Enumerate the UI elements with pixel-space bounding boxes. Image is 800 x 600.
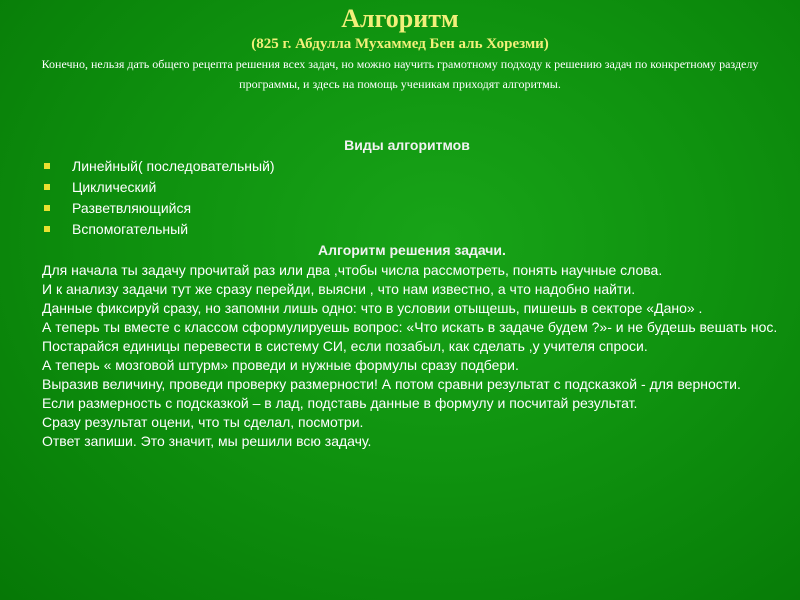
step-paragraph: Данные фиксируй сразу, но запомни лишь одно: что в условии отыщешь, пишешь в секторе «Дано» . bbox=[42, 300, 703, 316]
step-paragraph: Если размерность с подсказкой – в лад, подставь данные в формулу и посчитай результат. bbox=[42, 395, 638, 411]
list-item bbox=[42, 156, 782, 177]
square-bullet-icon bbox=[44, 205, 50, 211]
step-paragraph: А теперь ты вместе с классом сформулируешь вопрос: «Что искать в задаче будем ?»- и не будешь вешать нос. bbox=[42, 319, 778, 335]
step-paragraph: Для начала ты задачу прочитай раз или два ,чтобы числа рассмотреть, понять научные слова. bbox=[42, 262, 663, 278]
slide-subtitle: (825 г. Абдулла Мухаммед Бен аль Хорезми) bbox=[251, 36, 549, 52]
square-bullet-icon bbox=[44, 184, 50, 190]
slide-title: Алгоритм bbox=[341, 4, 459, 33]
step-paragraph: Выразив величину, проведи проверку размерности! А потом сравни результат с подсказкой - для верности. bbox=[42, 376, 741, 392]
step-paragraph: А теперь « мозговой штурм» проведи и нужные формулы сразу подбери. bbox=[42, 357, 519, 373]
list-item bbox=[42, 219, 782, 240]
types-header: Виды алгоритмов bbox=[344, 137, 470, 153]
square-bullet-icon bbox=[44, 226, 50, 232]
title-block bbox=[30, 0, 770, 94]
square-bullet-icon bbox=[44, 163, 50, 169]
list-item-label: Вспомогательный bbox=[72, 221, 189, 237]
list-item bbox=[42, 198, 782, 219]
list-item-label: Разветвляющийся bbox=[72, 200, 192, 216]
list-item-label: Циклический bbox=[72, 179, 157, 195]
step-paragraph: Постарайся единицы перевести в систему СИ, если позабыл, как сделать ,у учителя спроси. bbox=[42, 338, 648, 354]
intro-paragraph: Конечно, нельзя дать общего рецепта решения всех задач, но можно научить грамотному подходу к решению задач по конкретному разделу программы, и здесь на помощь ученикам приходят алгоритмы. bbox=[41, 57, 759, 91]
types-list bbox=[42, 156, 782, 240]
step-paragraph: Ответ запиши. Это значит, мы решили всю задачу. bbox=[42, 433, 372, 449]
steps-list bbox=[42, 261, 782, 450]
steps-header: Алгоритм решения задачи. bbox=[318, 242, 506, 258]
list-item-label: Линейный( последовательный) bbox=[72, 158, 275, 174]
list-item bbox=[42, 177, 782, 198]
content-area bbox=[42, 136, 782, 451]
step-paragraph: И к анализу задачи тут же сразу перейди, выясни , что нам известно, а что надобно найти. bbox=[42, 281, 636, 297]
step-paragraph: Сразу результат оцени, что ты сделал, посмотри. bbox=[42, 414, 364, 430]
